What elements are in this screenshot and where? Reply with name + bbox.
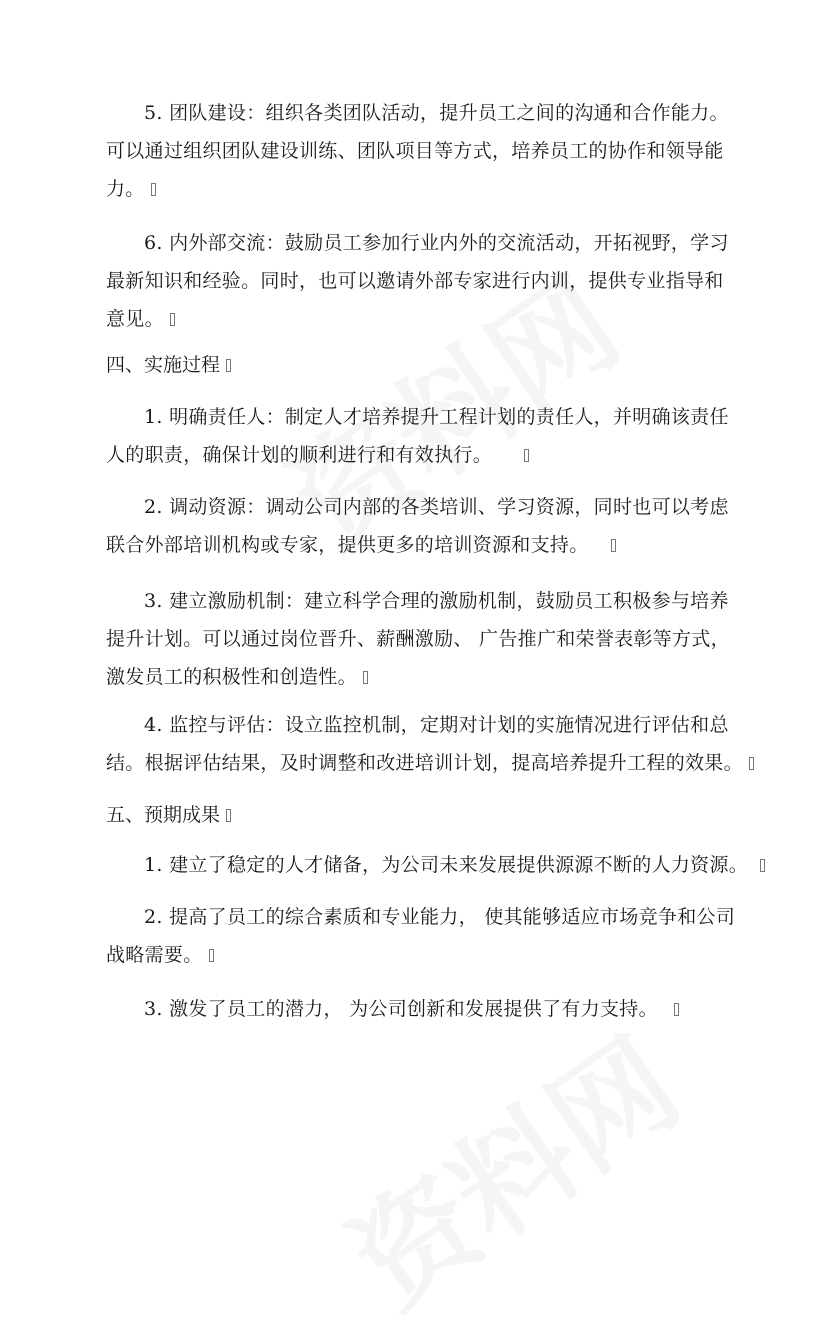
paragraph-mark-icon [674,1003,679,1016]
text-line: 激发员工的积极性和创造性。 [106,666,357,688]
paragraph-monitoring [106,706,743,782]
text-line: 结。根据评估结果，及时调整和改进培训计划，提高培养提升工程的效果。 [106,752,743,774]
paragraph-mark-icon [170,313,175,326]
text-line: 战略需要。 [106,944,203,966]
text-line: 2. 调动资源：调动公司内部的各类培训、学习资源，同时也可以考虑 [144,496,729,518]
text-line: 力。 [106,178,145,200]
paragraph-mark-icon [760,859,765,872]
text-line: 人的职责，确保计划的顺利进行和有效执行。 [106,444,493,466]
heading-text: 五、预期成果 [106,804,221,826]
text-line: 1. 明确责任人：制定人才培养提升工程计划的责任人，并明确该责任 [144,406,729,428]
paragraph-resources [106,488,736,564]
paragraph-result-1 [106,846,749,884]
paragraph-mark-icon [749,757,754,770]
text-line: 5. 团队建设：组织各类团队活动，提升员工之间的沟通和合作能力。 [144,102,729,124]
paragraph-mark-icon [151,183,156,196]
text-line: 4. 监控与评估：设立监控机制，定期对计划的实施情况进行评估和总 [144,714,729,736]
paragraph-result-2 [106,898,736,974]
text-line: 1. 建立了稳定的人才储备，为公司未来发展提供源源不断的人力资源。 [144,854,749,876]
section-heading-implementation [106,346,231,384]
paragraph-result-3 [106,990,736,1028]
heading-text: 四、实施过程 [106,354,221,376]
text-line: 3. 建立激励机制：建立科学合理的激励机制，鼓励员工积极参与培养 [144,590,729,612]
text-line: 提升计划。可以通过岗位晋升、薪酬激励、 广告推广和荣誉表彰等方式， [106,628,730,650]
paragraph-mark-icon [226,809,231,822]
paragraph-mark-icon [611,539,616,552]
paragraph-mark-icon [226,359,231,372]
watermark-bottom [313,992,707,1339]
text-line: 2. 提高了员工的综合素质和专业能力， 使其能够适应市场竞争和公司 [144,906,736,928]
paragraph-team-building [106,94,736,208]
text-line: 可以通过组织团队建设训练、团队项目等方式，培养员工的协作和领导能 [106,140,724,162]
text-line: 3. 激发了员工的潜力， 为公司创新和发展提供了有力支持。 [144,998,658,1020]
paragraph-incentive [106,582,736,696]
text-line: 意见。 [106,308,164,330]
paragraph-exchange [106,224,736,338]
text-line: 联合外部培训机构或专家，提供更多的培训资源和支持。 [106,534,589,556]
text-line: 最新知识和经验。同时，也可以邀请外部专家进行内训，提供专业指导和 [106,270,724,292]
paragraph-responsibility [106,398,736,474]
text-line: 6. 内外部交流：鼓励员工参加行业内外的交流活动，开拓视野，学习 [144,232,729,254]
paragraph-mark-icon [363,671,368,684]
section-heading-expected-results [106,796,231,834]
paragraph-mark-icon [209,949,214,962]
paragraph-mark-icon [524,449,529,462]
